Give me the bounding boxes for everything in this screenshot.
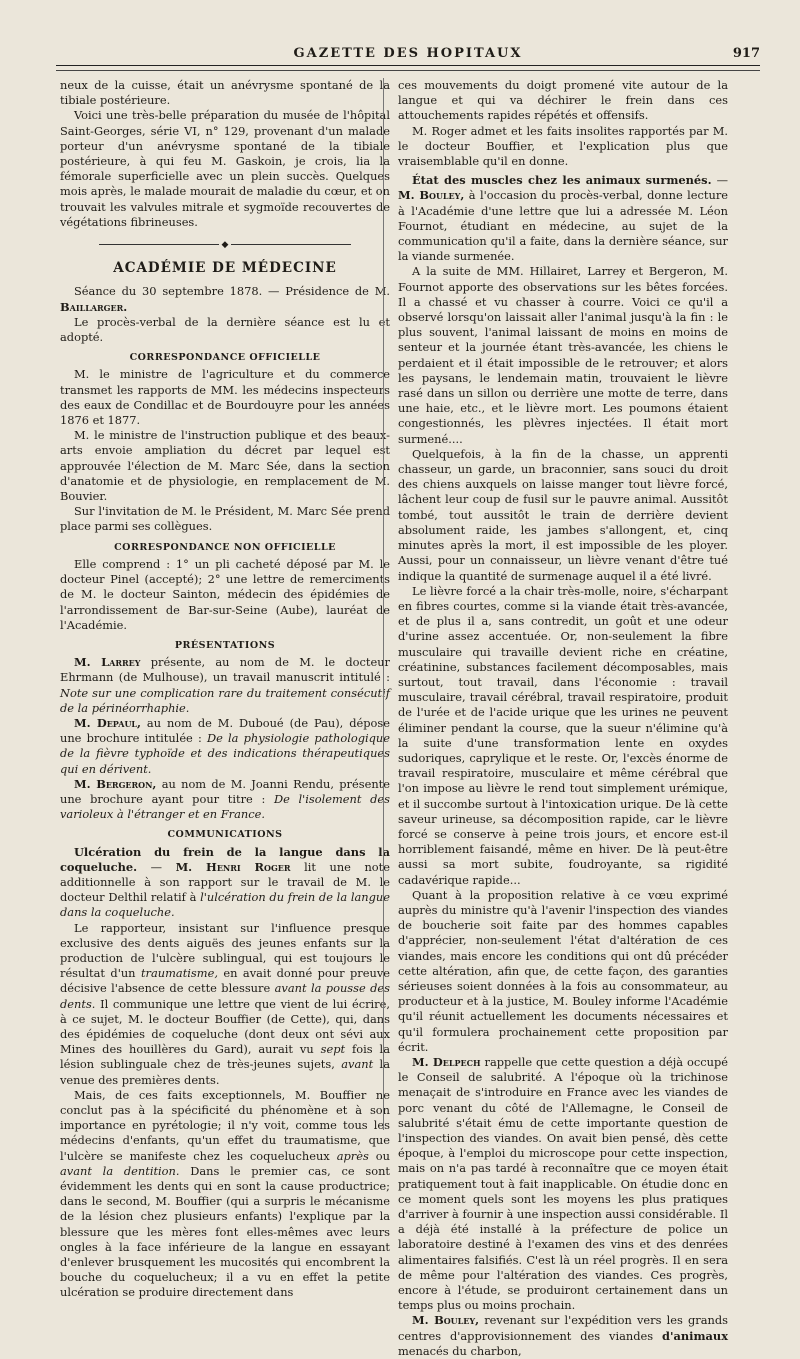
paragraph: M. Larrey présente, au nom de M. le docteur Ehrmann (de Mulhouse), un travail manuscrit intitulé : Note sur une complication rare du traitement consécutif de la périnéorrhaphie.: [60, 655, 390, 715]
paragraph: Mais, de ces faits exceptionnels, M. Bouffier ne conclut pas à la spécificité du phénomène et à son importance en pyrétologie; il n'y voit, comme tous les médecins d'enfants, qu'un effet du traumatisme, que l'ulcère se manifeste chez les coquelucheux après ou avant la dentition. Dans le premier cas, ce sont évidemment les dents qui en sont la cause productrice; dans le second, M. Bouffier (qui a surpris le mécanisme de la lésion chez plusieurs enfants) l'explique par la blessure que les mères font elles-mêmes avec leurs ongles à la face inférieure de la langue en essayant d'enlever brusquement les mucosités qui encombrent la bouche du coquelucheux; il a vu en effet la petite ulcération se produire directement dans: [60, 1087, 390, 1300]
journal-title: GAZETTE DES HOPITAUX: [293, 46, 523, 61]
session-line: Séance du 30 septembre 1878. — Présidence de M. Baillarger.: [60, 284, 390, 314]
paragraph: Ulcération du frein de la langue dans la coqueluche. — M. Henri Roger lit une note additionnelle à son rapport sur le travail de M. le docteur Delthil relatif à l'ulcération du frein de la langue dans la coqueluche.: [60, 844, 390, 920]
page-number: 917: [732, 46, 760, 61]
paragraph: Le procès-verbal de la dernière séance est lu et adopté.: [60, 314, 390, 345]
column-divider: [383, 78, 384, 1130]
left-column: [60, 78, 391, 1300]
paragraph: Voici une très-belle préparation du musée de l'hôpital Saint-Georges, série VI, n° 129, provenant d'un malade porteur d'un anévrysme spontané de la tibiale postérieure, à qui feu M. Gaskoin, je crois, lia la fémorale superficielle avec un plein succès. Quelques mois après, le malade mourait de maladie du cœur, et on trouvait les valvules mitrale et sygmoïde recouvertes de végétations fibrineuses.: [60, 108, 390, 229]
section-title: ACADÉMIE DE MÉDECINE: [113, 260, 337, 277]
paragraph: M. Roger admet et les faits insolites rapportés par M. le docteur Bouffier, et l'explication plus que vraisemblable qu'il en donne.: [398, 123, 728, 169]
subsection-title: CORRESPONDANCE OFFICIELLE: [129, 352, 321, 364]
paragraph: Le lièvre forcé a la chair très-molle, noire, s'écharpant en fibres courtes, comme si la viande était très-avancée, et de plus il a, sans contredit, un goût et une odeur d'urine assez accentuée. Or, non-seulement la fibre musculaire qui travaille devient riche en créatine, créatinine, substances facilement décomposables, mais surtout, tout travail, dans l'économie : travail musculaire, travail cérébral, travail respiratoire, produit de l'urée et de l'acide urique que les urines ne peuvent éliminer pendant la course, que la sueur n'élimine qu'à la suite d'une transformation lente en oxydes sudoriques, caprylique et le reste. Or, l'excès énorme de travail respiratoire, musculaire et même cérébral que l'on impose au lièvre le rend tout simplement urémique, et il succombe surtout à l'intoxication urique. De là cette saveur urineuse, sa décomposition rapide, car le lièvre forcé se conserve à peine trois jours, et encore est-il horriblement faisandé, même en hiver. De là peut-être aussi sa mort subite, foudroyante, sa rigidité cadavérique rapide...: [398, 583, 728, 887]
paragraph: Le rapporteur, insistant sur l'influence presque exclusive des dents aiguës des jeunes enfants sur la production de l'ulcère sublingual, qui est toujours le résultat d'un traumatisme, en avait donné pour preuve décisive l'absence de cette blessure avant la pousse des dents. Il communique une lettre que vient de lui écrire, à ce sujet, M. le docteur Bouffier (de Cette), qui, dans des épidémies de coqueluche (dont deux ont sévi aux Mines des houillères du Gard), aurait vu sept fois la lésion sublinguale chez de très-jeunes sujets, avant la venue des premières dents.: [60, 920, 391, 1087]
paragraph: ces mouvements du doigt promené vite autour de la langue et qui va déchirer le frein dans ces attouchements rapides répétés et offensifs.: [398, 78, 728, 123]
paragraph: Quelquefois, à la fin de la chasse, un apprenti chasseur, un garde, un braconnier, sans souci du droit des chiens auxquels on laisse manger tout lièvre forcé, lâchent leur coup de fusil sur le pauvre animal. Aussitôt tombé, tout aussitôt le train de derrière devient absolument raide, les jambes s'allongent, et, cinq minutes après la mort, il est impossible de les ployer. Aussi, pour un connaisseur, un lièvre venant d'être tué indique la quantité de surmenage auquel il a été livré.: [398, 446, 728, 583]
paragraph: Quant à la proposition relative à ce vœu exprimé auprès du ministre qu'à l'avenir l'inspection des viandes de boucherie soit faite par des hommes capables d'apprécier, non-seulement l'état d'altération de ces viandes, mais encore les conditions qui ont dû précéder cette altération, afin que, de cette façon, des garanties sérieuses soient données à la fois au consommateur, au producteur et à la justice, M. Bouley informe l'Académie qu'il réunit actuellement les documents nécessaires et qu'il formulera prochainement cette proposition par écrit.: [398, 887, 728, 1054]
right-column: [398, 78, 729, 1358]
running-header: [56, 44, 760, 66]
paragraph: M. Bergeron, au nom de M. Joanni Rendu, présente une brochure ayant pour titre : De l'isolement des varioleux à l'étranger et en France.: [60, 776, 391, 822]
paragraph: M. Depaul, au nom de M. Duboué (de Pau), dépose une brochure intitulée : De la physiologie pathologique de la fièvre typhoïde et des indications thérapeutiques qui en dérivent.: [60, 715, 390, 776]
paragraph: A la suite de MM. Hillairet, Larrey et Bergeron, M. Fournot apporte des observations sur les bêtes forcées. Il a chassé et vu chasser à courre. Voici ce qu'il a observé lorsqu'on laissait aller l'animal jusqu'à la fin : le plus souvent, l'animal laissant de moins en moins de senteur et la journée étant très-avancée, les chiens le perdaient et il était impossible de le retrouver; et alors les paysans, le lendemain matin, trouvaient le lièvre rasé dans un sillon ou derrière une motte de terre, dans une haie, etc., et le lièvre mort. Les poumons étaient congestionnés, les plèvres injectées. Il était mort surmené....: [398, 264, 728, 446]
paragraph: M. le ministre de l'agriculture et du commerce transmet les rapports de MM. les médecins inspecteurs des eaux de Condillac et de Bourdouyre pour les années 1876 et 1877.: [60, 367, 390, 428]
subsection-title: CORRESPONDANCE NON OFFICIELLE: [114, 541, 336, 553]
paragraph: Sur l'invitation de M. le Président, M. Marc Sée prend place parmi ses collègues.: [60, 504, 390, 534]
subsection-title: COMMUNICATIONS: [167, 829, 283, 841]
paragraph: M. Delpech rappelle que cette question a déjà occupé le Conseil de salubrité. A l'époque où la trichinose menaçait de s'introduire en France avec les viandes de porc venant du côté de l'Allemagne, le Conseil de salubrité s'était ému de cette importante question de l'inspection des viandes. On avait bien pensé, dès cette époque, à l'emploi du microscope pour cette inspection, mais on n'a pas tardé à reconnaître que ce moyen était pratiquement tout à fait inapplicable. On étudie donc en ce moment quels sont les moyens les plus pratiques d'arriver à fournir à une inspection aussi considérable. Il a déjà été installé à la préfecture de police un laboratoire destiné à l'examen des vins et des denrées alimentaires falsifiés. C'est là un réel progrès. Il en sera de même pour l'altération des viandes. Ces progrès, encore à l'étude, se produiront certainement dans un temps plus ou moins prochain.: [398, 1055, 729, 1313]
paragraph: neux de la cuisse, était un anévrysme spontané de la tibiale postérieure.: [60, 78, 390, 108]
paragraph: Elle comprend : 1° un pli cacheté déposé par M. le docteur Pinel (accepté); 2° une lettre de remerciments de M. le docteur Sainton, médecin des épidémies de l'arrondissement de Bar-sur-Seine (Aube), lauréat de l'Académie.: [60, 556, 390, 632]
header-rule: [56, 70, 760, 71]
section-divider: ◆: [60, 236, 390, 253]
subsection-title: PRÉSENTATIONS: [174, 639, 276, 651]
paragraph: M. le ministre de l'instruction publique et des beaux-arts envoie ampliation du décret par lequel est approuvée l'élection de M. Marc Sée, dans la section d'anatomie et de physiologie, en remplacement de M. Bouvier.: [60, 428, 390, 504]
paragraph: M. Bouley, revenant sur l'expédition vers les grands centres d'approvisionnement des viandes d'animaux menacés du charbon,: [398, 1313, 728, 1358]
paragraph: État des muscles chez les animaux surmenés. — M. Bouley, à l'occasion du procès-verbal, donne lecture à l'Académie d'une lettre que lui a adressée M. Léon Fournot, étudiant en médecine, au sujet de la communication qu'il a faite, dans la dernière séance, sur la viande surmenée.: [398, 173, 729, 264]
